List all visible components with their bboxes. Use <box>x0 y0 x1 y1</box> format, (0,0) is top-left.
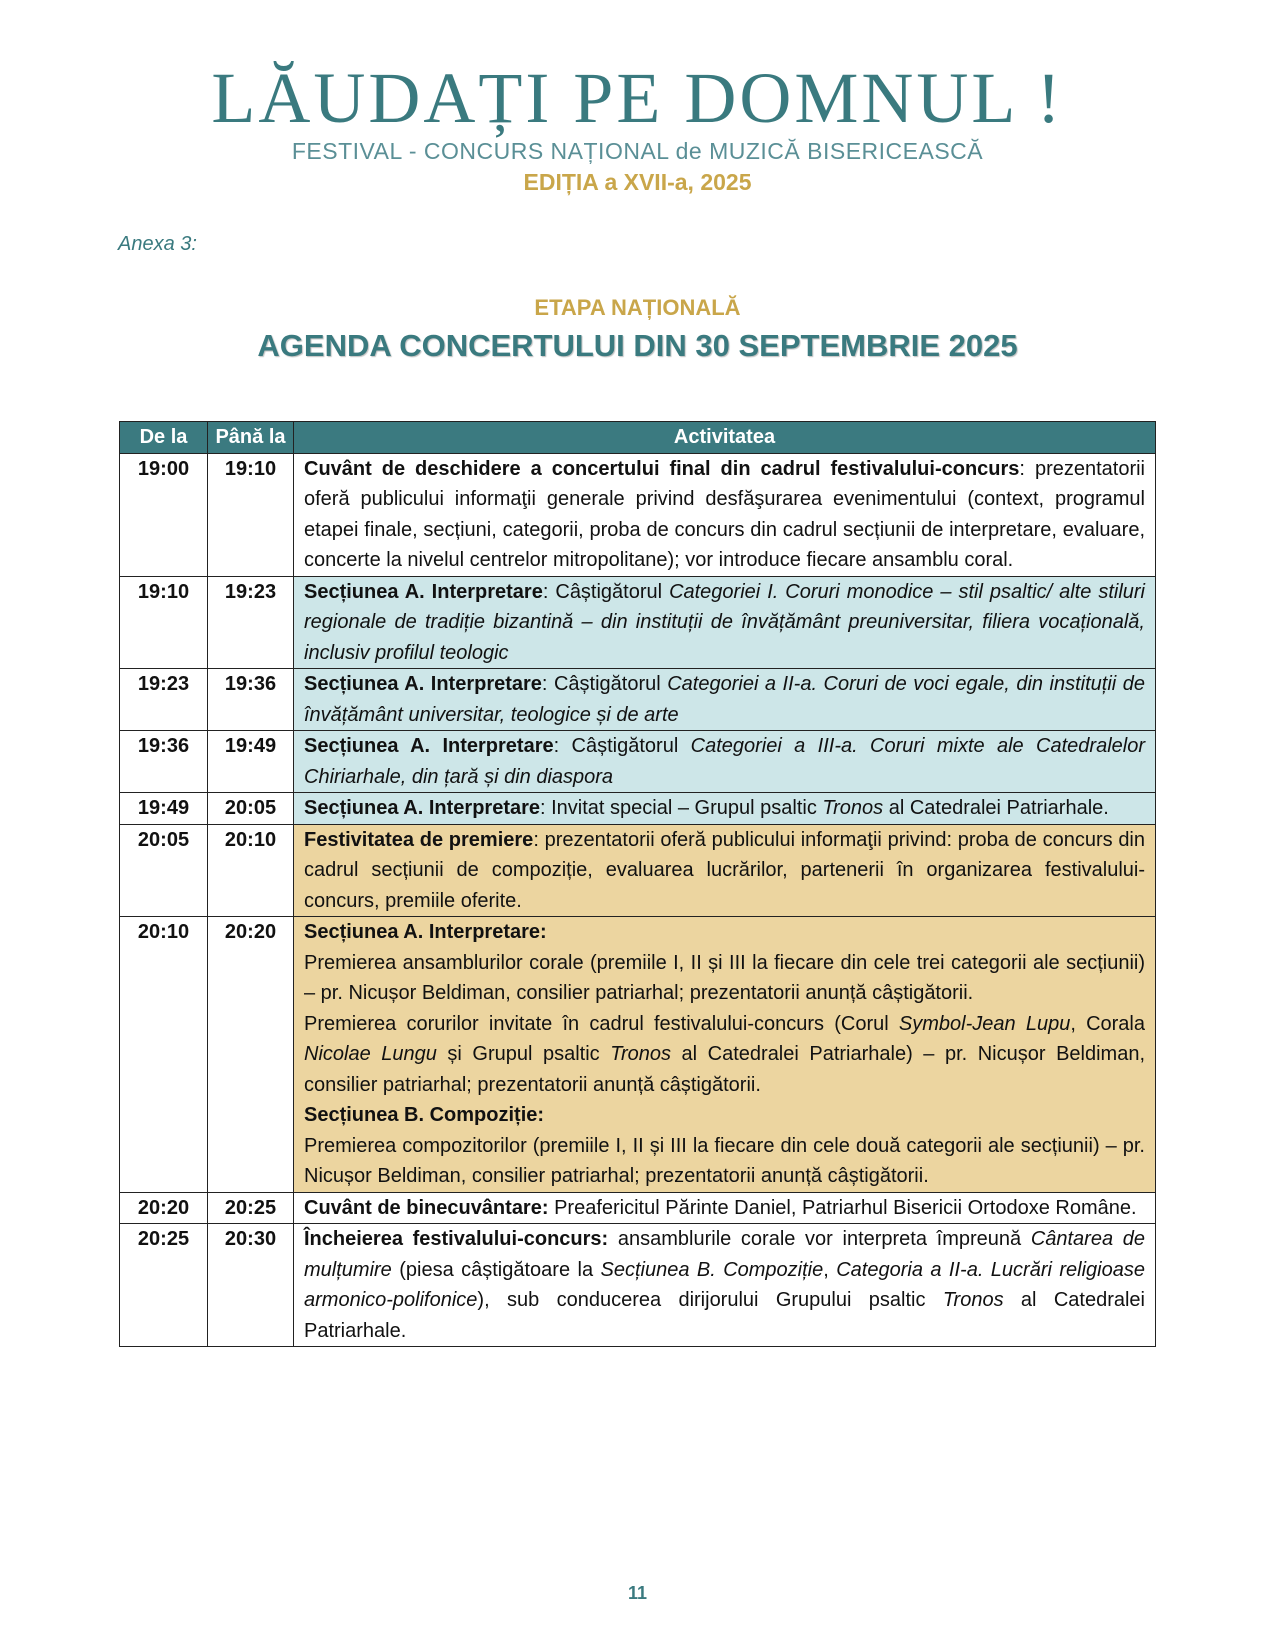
text-italic: Tronos <box>942 1289 1004 1311</box>
text-segment: și Grupul psaltic <box>436 1043 611 1065</box>
row-from: 20:10 <box>120 917 208 1193</box>
row-from: 19:49 <box>120 793 208 825</box>
row-from: 19:10 <box>120 576 208 669</box>
table-row <box>120 453 1156 576</box>
table-row <box>120 1192 1156 1224</box>
row-to: 20:25 <box>208 1192 294 1224</box>
row-to: 20:20 <box>208 917 294 1193</box>
activity-text: : Invitat special – Grupul psaltic <box>540 797 823 819</box>
text-italic: Secțiunea B. Compoziție <box>600 1258 824 1281</box>
text-segment: ansamblurile corale vor interpreta împreună <box>608 1228 1031 1250</box>
activity-text: : prezentatorii oferă publicului informaţii privind: proba de concurs din cadrul secțiunii de compoziție, evaluarea lucrărilor, partenerii în organizarea festivalului-concurs, premiile oferite. <box>304 828 1146 912</box>
activity-bold: Secțiunea A. Interpretare <box>304 673 542 695</box>
row-from: 20:25 <box>120 1224 208 1347</box>
festival-edition: EDIȚIA a XVII-a, 2025 <box>523 169 752 195</box>
row-activity <box>294 917 1156 1193</box>
row-activity <box>294 793 1156 825</box>
activity-bold: Cuvânt de deschidere a concertului final din cadrul festivalului-concurs <box>304 457 1020 480</box>
header-activity: Activitatea <box>294 422 1156 454</box>
awards-ensembles-text: Premierea ansamblurilor corale (premiile I, II și III la fiecare din cele trei categorii ale secțiunii) – pr. Nicușor Beldiman, consilier patriarhal; prezentatorii anunță câștigătorii. <box>304 951 1145 1004</box>
activity-text: : Câștigătorul <box>542 580 670 603</box>
row-from: 20:20 <box>120 1192 208 1224</box>
activity-bold: Cuvânt de binecuvântare: <box>304 1196 549 1219</box>
text-italic: Cântarea de mulțumire <box>304 1228 1145 1281</box>
choir-name: Nicolae Lungu <box>304 1043 437 1065</box>
row-activity <box>294 453 1156 576</box>
activity-text: Preafericitul Părinte Daniel, Patriarhul Bisericii Ortodoxe Române. <box>548 1196 1137 1219</box>
activity-bold: Încheierea festivalului-concurs: <box>304 1228 609 1250</box>
festival-header <box>0 60 1275 196</box>
stage-heading: ETAPA NAȚIONALĂ <box>534 295 741 320</box>
activity-text: : prezentatorii oferă publicului informaţii generale privind desfăşurarea evenimentului (context, programul etapei finale, secțiuni, categorii, proba de concurs din cadrul secțiunii de interpretare, evaluare, concerte la nivelul centrelor mitropolitane); vor introduce fiecare ansamblu coral. <box>304 457 1146 571</box>
text-segment: (piesa câștigătoare la <box>391 1258 601 1281</box>
row-activity <box>294 824 1156 917</box>
activity-italic: Categoriei a III-a. Coruri mixte ale Catedralelor Chiriarhale, din țară și din diaspora <box>304 735 1145 788</box>
table-header-row <box>120 422 1156 454</box>
activity-text: : Câștigătorul <box>553 735 691 757</box>
activity-bold: Festivitatea de premiere <box>304 828 534 851</box>
activity-bold: Secțiunea A. Interpretare <box>304 735 554 757</box>
row-to: 19:23 <box>208 576 294 669</box>
row-to: 19:36 <box>208 669 294 731</box>
text-italic: Categoria a II-a. Lucrări religioase armonico-polifonice <box>304 1258 1145 1311</box>
row-to: 19:10 <box>208 453 294 576</box>
section-a-heading: Secțiunea A. Interpretare: <box>304 921 547 943</box>
choir-name: Tronos <box>610 1043 671 1065</box>
row-to: 20:30 <box>208 1224 294 1347</box>
annex-label: Anexa 3: <box>118 233 197 255</box>
activity-text: al Catedralei Patriarhale. <box>883 797 1109 819</box>
table-row <box>120 793 1156 825</box>
table-row <box>120 731 1156 793</box>
table-row <box>120 917 1156 1193</box>
header-from: De la <box>120 422 208 454</box>
festival-subtitle: FESTIVAL - CONCURS NAȚIONAL de MUZICĂ BISERICEASCĂ <box>291 138 984 164</box>
row-to: 20:10 <box>208 824 294 917</box>
awards-invited-text <box>304 1009 1145 1101</box>
table-row <box>120 824 1156 917</box>
section-b-heading: Secțiunea B. Compoziție: <box>304 1104 545 1126</box>
choir-name: Symbol-Jean Lupu <box>898 1012 1071 1035</box>
table-row <box>120 669 1156 731</box>
awards-composers-text: Premierea compozitorilor (premiile I, II și III la fiecare din cele două categorii ale secțiunii) – pr. Nicușor Beldiman, consilier patriarhal; prezentatorii anunță câștigătorii. <box>304 1134 1145 1187</box>
activity-bold: Secțiunea A. Interpretare <box>304 797 541 819</box>
row-activity <box>294 1192 1156 1224</box>
agenda-table <box>119 421 1156 1347</box>
row-from: 19:00 <box>120 453 208 576</box>
festival-title: LĂUDAȚI PE DOMNUL ! <box>211 58 1064 138</box>
activity-italic: Tronos <box>822 797 884 819</box>
row-from: 19:36 <box>120 731 208 793</box>
header-to: Până la <box>208 422 294 454</box>
table-row <box>120 576 1156 669</box>
page-number: 11 <box>627 1583 648 1603</box>
text-segment: ), sub conducerea dirijorului Grupului psaltic <box>477 1289 943 1311</box>
agenda-title: AGENDA CONCERTULUI DIN 30 SEPTEMBRIE 2025 <box>257 328 1018 363</box>
table-row <box>120 1224 1156 1347</box>
row-activity <box>294 1224 1156 1347</box>
text-segment: al Catedralei Patriarhale. <box>304 1289 1146 1342</box>
activity-italic: Categoriei I. Coruri monodice – stil psaltic/ alte stiluri regionale de tradiție bizantină – din instituții de învățământ preuniversitar, filiera vocațională, inclusiv profilul teologic <box>304 580 1145 664</box>
row-activity <box>294 576 1156 669</box>
activity-text: : Câștigătorul <box>541 673 668 695</box>
row-activity <box>294 669 1156 731</box>
row-from: 20:05 <box>120 824 208 917</box>
text-segment: , <box>823 1258 837 1281</box>
row-from: 19:23 <box>120 669 208 731</box>
row-to: 19:49 <box>208 731 294 793</box>
text-segment: al Catedralei Patriarhale) – pr. Nicușor Beldiman, consilier patriarhal; prezentatorii anunță câștigătorii. <box>304 1043 1146 1096</box>
text-segment: , Corala <box>1070 1012 1145 1035</box>
row-to: 20:05 <box>208 793 294 825</box>
row-activity <box>294 731 1156 793</box>
activity-bold: Secțiunea A. Interpretare <box>304 580 543 603</box>
text-segment: Premierea corurilor invitate în cadrul festivalului-concurs (Corul <box>304 1012 899 1035</box>
activity-italic: Categoriei a II-a. Coruri de voci egale, din instituții de învățământ universitar, teologice și de arte <box>304 673 1145 726</box>
